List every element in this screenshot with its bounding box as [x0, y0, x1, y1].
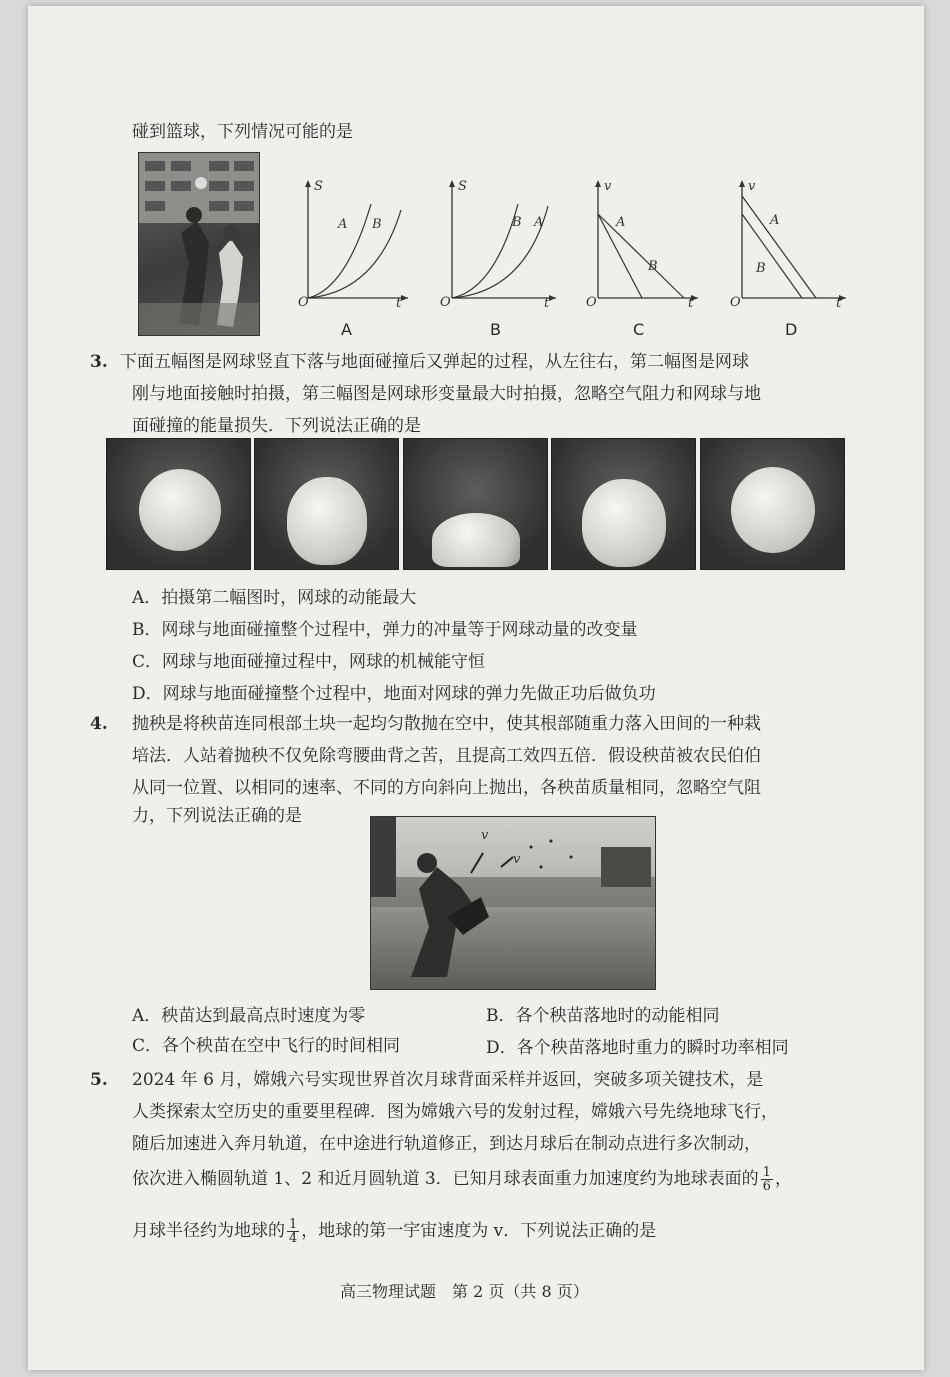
q3-stem-line-1: 下面五幅图是网球竖直下落与地面碰撞后又弹起的过程，从左往右，第二幅图是网球 — [120, 352, 749, 372]
curve-label-b: B — [756, 261, 766, 276]
option-c-label: C — [633, 320, 645, 339]
graph-option-d — [730, 174, 855, 313]
q4-stem-line-4: 力，下列说法正确的是 — [132, 806, 302, 826]
origin-label: O — [586, 295, 597, 309]
q5-line5-text: 月球半径约为地球的 — [132, 1221, 285, 1241]
q3-number: 3. — [90, 352, 108, 372]
q3-option-d: D．网球与地面碰撞整个过程中，地面对网球的弹力先做正功后做负功 — [132, 684, 656, 704]
q3-stem-line-2: 刚与地面接触时拍摄，第三幅图是网球形变量最大时拍摄，忽略空气阻力和网球与地 — [132, 384, 761, 404]
graph-option-b — [440, 174, 565, 313]
velocity-label-2: v — [513, 852, 521, 867]
option-b-label: B — [490, 320, 501, 339]
axis-label-v: v — [748, 179, 756, 194]
graph-option-c — [586, 174, 706, 313]
q5-number: 5. — [90, 1070, 108, 1090]
q5-stem-line-5: 月球半径约为地球的 $\frac{1}{4}$ ，地球的第一宇宙速度为 v．下列说法正确的是 — [132, 1217, 657, 1246]
q3-option-b: B．网球与地面碰撞整个过程中，弹力的冲量等于网球动量的改变量 — [132, 620, 638, 640]
q5-stem-line-2: 人类探索太空历史的重要里程碑．图为嫦娥六号的发射过程，嫦娥六号先绕地球飞行， — [132, 1102, 778, 1122]
basketball-photo — [138, 152, 260, 336]
q4-stem-line-1: 抛秧是将秧苗连同根部土块一起均匀散抛在空中，使其根部随重力落入田间的一种栽 — [132, 714, 761, 734]
curve-label-a: A — [616, 215, 626, 230]
q4-stem-line-2: 培法．人站着抛秧不仅免除弯腰曲背之苦，且提高工效四五倍．假设秧苗被农民伯伯 — [132, 746, 761, 766]
axis-label-t: t — [544, 296, 550, 309]
axis-label-v: v — [604, 179, 612, 194]
q4-number: 4. — [90, 714, 108, 734]
q5-stem-line-4: 依次进入椭圆轨道 1、2 和近月圆轨道 3．已知月球表面重力加速度约为地球表面的 $\frac{1}{6}$ ， — [132, 1165, 792, 1194]
option-d-label: D — [785, 320, 798, 339]
q5-stem-line-1: 2024 年 6 月，嫦娥六号实现世界首次月球背面采样并返回，突破多项关键技术，是 — [132, 1070, 764, 1090]
q2-stem-tail: 碰到篮球，下列情况可能的是 — [132, 122, 353, 142]
option-a-label: A — [341, 320, 352, 339]
seedling-throwing-photo — [370, 816, 656, 990]
q4-option-d: D．各个秧苗落地时重力的瞬时功率相同 — [486, 1038, 789, 1058]
graph-option-a — [296, 174, 416, 313]
axis-label-t: t — [688, 296, 694, 309]
tennis-photo-4 — [551, 438, 696, 570]
tennis-photo-5 — [700, 438, 845, 570]
axis-label-s: S — [458, 179, 467, 194]
axis-label-s: S — [314, 179, 323, 194]
exam-page — [28, 6, 924, 1370]
q3-option-a: A．拍摄第二幅图时，网球的动能最大 — [132, 588, 417, 608]
curve-label-b: B — [512, 215, 522, 230]
origin-label: O — [298, 295, 309, 309]
curve-label-a: A — [338, 217, 348, 232]
tennis-photo-3 — [403, 438, 548, 570]
q4-option-a: A．秧苗达到最高点时速度为零 — [132, 1006, 366, 1026]
q5-stem-line-3: 随后加速进入奔月轨道，在中途进行轨道修正，到达月球后在制动点进行多次制动， — [132, 1134, 761, 1154]
q4-option-c: C．各个秧苗在空中飞行的时间相同 — [132, 1036, 401, 1056]
curve-label-b: B — [372, 217, 382, 232]
origin-label: O — [730, 295, 741, 309]
origin-label: O — [440, 295, 451, 309]
axis-label-t: t — [836, 296, 842, 309]
fraction-one-quarter: $\frac{1}{4}$ — [289, 1217, 298, 1246]
curve-label-a: A — [534, 215, 544, 230]
fraction-one-sixth: $\frac{1}{6}$ — [762, 1165, 771, 1194]
q4-option-b: B．各个秧苗落地时的动能相同 — [486, 1006, 720, 1026]
q4-stem-line-3: 从同一位置、以相同的速率、不同的方向斜向上抛出，各秧苗质量相同，忽略空气阻 — [132, 778, 761, 798]
page-footer: 高三物理试题 第 2 页（共 8 页） — [340, 1282, 589, 1301]
q3-stem-line-3: 面碰撞的能量损失．下列说法正确的是 — [132, 416, 421, 436]
q5-line4-text: 依次进入椭圆轨道 1、2 和近月圆轨道 3．已知月球表面重力加速度约为地球表面的 — [132, 1169, 759, 1189]
velocity-label-1: v — [481, 828, 489, 843]
axis-label-t: t — [396, 296, 402, 309]
tennis-photo-2 — [254, 438, 399, 570]
curve-label-a: A — [770, 213, 780, 228]
q3-option-c: C．网球与地面碰撞过程中，网球的机械能守恒 — [132, 652, 486, 672]
tennis-photo-1 — [106, 438, 251, 570]
curve-label-b: B — [648, 259, 658, 274]
